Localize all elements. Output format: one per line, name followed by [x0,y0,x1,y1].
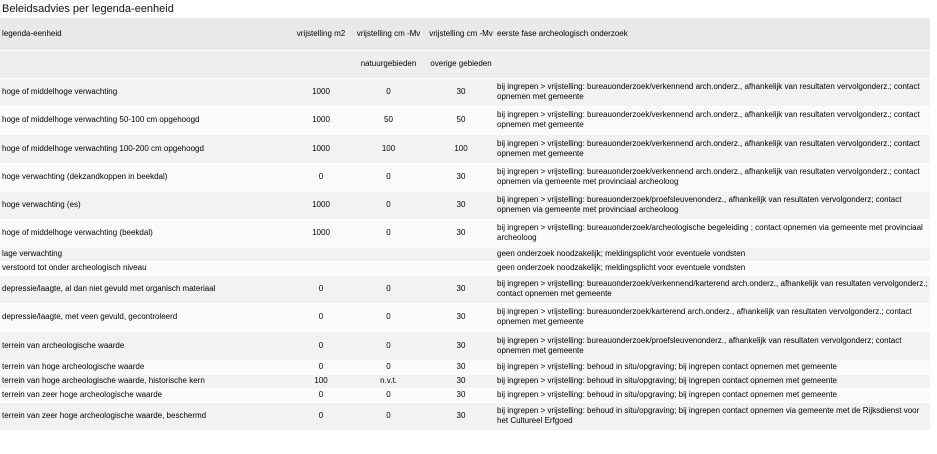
subheader-empty [0,50,290,78]
vrijstelling-cm-nat-cell: 100 [350,134,425,163]
header-vrijstelling-cm-overig: vrijstelling cm -Mv [425,18,495,50]
legenda-eenheid-cell: verstoord tot onder archeologisch niveau [0,261,290,275]
vrijstelling-cm-overig-cell: 30 [425,374,495,388]
vrijstelling-m2-cell: 0 [290,360,350,374]
vrijstelling-cm-nat-cell: 0 [350,191,425,219]
vrijstelling-cm-nat-cell: 50 [350,106,425,134]
advies-cell: bij ingrepen > vrijstelling: bureauonderzoek/karterend arch.onderz., afhankelijk van resultaten vervolgonderz.; contact opnemen met gemeente [495,303,930,331]
vrijstelling-cm-overig-cell: 30 [425,331,495,360]
advies-cell: geen onderzoek noodzakelijk; meldingsplicht voor eventuele vondsten [495,261,930,275]
table-row [0,360,930,374]
advies-cell: bij ingrepen > vrijstelling: bureauonderzoek/proefsleuvenonderz., afhankelijk van resultaten vervolgonderz; contact opnemen met gemeente [495,331,930,360]
table-row [0,78,930,106]
table-body [0,78,930,430]
vrijstelling-cm-overig-cell: 50 [425,106,495,134]
table-header [0,18,930,78]
vrijstelling-cm-nat-cell [350,247,425,261]
vrijstelling-cm-nat-cell: 0 [350,303,425,331]
legenda-eenheid-cell: depressie/laagte, al dan niet gevuld met organisch materiaal [0,275,290,303]
header-eerste-fase: eerste fase archeologisch onderzoek [495,18,930,50]
vrijstelling-cm-nat-cell: 0 [350,388,425,402]
subheader-empty [290,50,350,78]
legenda-eenheid-cell: hoge of middelhoge verwachting (beekdal) [0,219,290,247]
vrijstelling-m2-cell: 0 [290,402,350,430]
advies-cell: bij ingrepen > vrijstelling: behoud in situ/opgraving; bij ingrepen contact opnemen met gemeente [495,374,930,388]
advies-cell: bij ingrepen > vrijstelling: bureauonderzoek/proefsleuvenonderz., afhankelijk van resultaten vervolgonderz; contact opnemen via gemeente met provinciaal archeoloog [495,191,930,219]
legenda-eenheid-cell: depressie/laagte, met veen gevuld, gecontroleerd [0,303,290,331]
vrijstelling-cm-overig-cell: 30 [425,360,495,374]
vrijstelling-m2-cell [290,261,350,275]
vrijstelling-cm-overig-cell: 30 [425,402,495,430]
table-row [0,388,930,402]
vrijstelling-m2-cell: 0 [290,388,350,402]
advies-cell: bij ingrepen > vrijstelling: behoud in situ/opgraving; bij ingrepen contact opnemen met gemeente [495,360,930,374]
policy-table [0,18,930,431]
vrijstelling-cm-overig-cell: 30 [425,163,495,191]
legenda-eenheid-cell: terrein van zeer hoge archeologische waarde, beschermd [0,402,290,430]
vrijstelling-cm-overig-cell: 30 [425,219,495,247]
subheader-empty [495,50,930,78]
vrijstelling-m2-cell: 1000 [290,191,350,219]
advies-cell: bij ingrepen > vrijstelling: bureauonderzoek/archeologische begeleiding ; contact opnemen via gemeente met provinciaal archeoloog [495,219,930,247]
advies-cell: bij ingrepen > vrijstelling: behoud in situ/opgraving; bij ingrepen contact opnemen via gemeente met de Rijksdienst voor het Cultureel Erfgoed [495,402,930,430]
table-row [0,106,930,134]
vrijstelling-m2-cell: 0 [290,275,350,303]
advies-cell: bij ingrepen > vrijstelling: bureauonderzoek/verkennend arch.onderz., afhankelijk van resultaten vervolgonderz.; contact opnemen met gemeente [495,134,930,163]
legenda-eenheid-cell: hoge of middelhoge verwachting [0,78,290,106]
vrijstelling-cm-overig-cell: 30 [425,191,495,219]
vrijstelling-cm-nat-cell: 0 [350,219,425,247]
vrijstelling-cm-nat-cell: 0 [350,360,425,374]
vrijstelling-m2-cell: 1000 [290,78,350,106]
table-row [0,374,930,388]
vrijstelling-m2-cell: 100 [290,374,350,388]
vrijstelling-m2-cell [290,247,350,261]
table-row [0,134,930,163]
header-legenda-eenheid: legenda-eenheid [0,18,290,50]
header-vrijstelling-m2: vrijstelling m2 [290,18,350,50]
vrijstelling-cm-nat-cell: n.v.t. [350,374,425,388]
table-row [0,163,930,191]
table-row [0,303,930,331]
advies-cell: geen onderzoek noodzakelijk; meldingsplicht voor eventuele vondsten [495,247,930,261]
vrijstelling-m2-cell: 0 [290,163,350,191]
vrijstelling-cm-nat-cell: 0 [350,331,425,360]
page-title: Beleidsadvies per legenda-eenheid [2,3,174,15]
table-row [0,219,930,247]
vrijstelling-m2-cell: 1000 [290,106,350,134]
vrijstelling-cm-overig-cell [425,247,495,261]
vrijstelling-cm-overig-cell: 30 [425,78,495,106]
legenda-eenheid-cell: hoge verwachting (es) [0,191,290,219]
table-row [0,402,930,430]
table-row [0,275,930,303]
header-vrijstelling-cm-nat: vrijstelling cm -Mv [350,18,425,50]
advies-cell: bij ingrepen > vrijstelling: behoud in situ/opgraving; bij ingrepen contact opnemen met gemeente [495,388,930,402]
vrijstelling-cm-nat-cell: 0 [350,163,425,191]
legenda-eenheid-cell: hoge verwachting (dekzandkoppen in beekdal) [0,163,290,191]
legenda-eenheid-cell: hoge of middelhoge verwachting 100-200 cm opgehoogd [0,134,290,163]
vrijstelling-cm-overig-cell [425,261,495,275]
vrijstelling-cm-nat-cell: 0 [350,275,425,303]
subheader-natuurgebieden: natuurgebieden [350,50,425,78]
legenda-eenheid-cell: terrein van archeologische waarde [0,331,290,360]
vrijstelling-cm-nat-cell [350,261,425,275]
legenda-eenheid-cell: terrein van hoge archeologische waarde, historische kern [0,374,290,388]
legenda-eenheid-cell: terrein van hoge archeologische waarde [0,360,290,374]
advies-cell: bij ingrepen > vrijstelling: bureauonderzoek/verkennend/karterend arch.onderz., afhankelijk van resultaten vervolgonderz.; contact opnemen met gemeente [495,275,930,303]
vrijstelling-m2-cell: 0 [290,331,350,360]
vrijstelling-cm-overig-cell: 30 [425,388,495,402]
vrijstelling-cm-overig-cell: 100 [425,134,495,163]
vrijstelling-cm-overig-cell: 30 [425,275,495,303]
vrijstelling-cm-overig-cell: 30 [425,303,495,331]
vrijstelling-m2-cell: 0 [290,303,350,331]
legenda-eenheid-cell: hoge of middelhoge verwachting 50-100 cm opgehoogd [0,106,290,134]
table-row [0,331,930,360]
advies-cell: bij ingrepen > vrijstelling: bureauonderzoek/verkennend arch.onderz., afhankelijk van resultaten vervolgonderz.; contact opnemen met gemeente [495,78,930,106]
table-row [0,261,930,275]
subheader-overige-gebieden: overige gebieden [425,50,495,78]
advies-cell: bij ingrepen > vrijstelling: bureauonderzoek/verkennend arch.onderz., afhankelijk van resultaten vervolgonderz.; contact opnemen met gemeente [495,106,930,134]
vrijstelling-m2-cell: 1000 [290,219,350,247]
legenda-eenheid-cell: lage verwachting [0,247,290,261]
vrijstelling-m2-cell: 1000 [290,134,350,163]
vrijstelling-cm-nat-cell: 0 [350,78,425,106]
table-row [0,247,930,261]
legenda-eenheid-cell: terrein van zeer hoge archeologische waarde [0,388,290,402]
table-row [0,191,930,219]
vrijstelling-cm-nat-cell: 0 [350,402,425,430]
advies-cell: bij ingrepen > vrijstelling: bureauonderzoek/verkennend arch.onderz., afhankelijk van resultaten vervolgonderz.; contact opnemen via gemeente met provinciaal archeoloog [495,163,930,191]
